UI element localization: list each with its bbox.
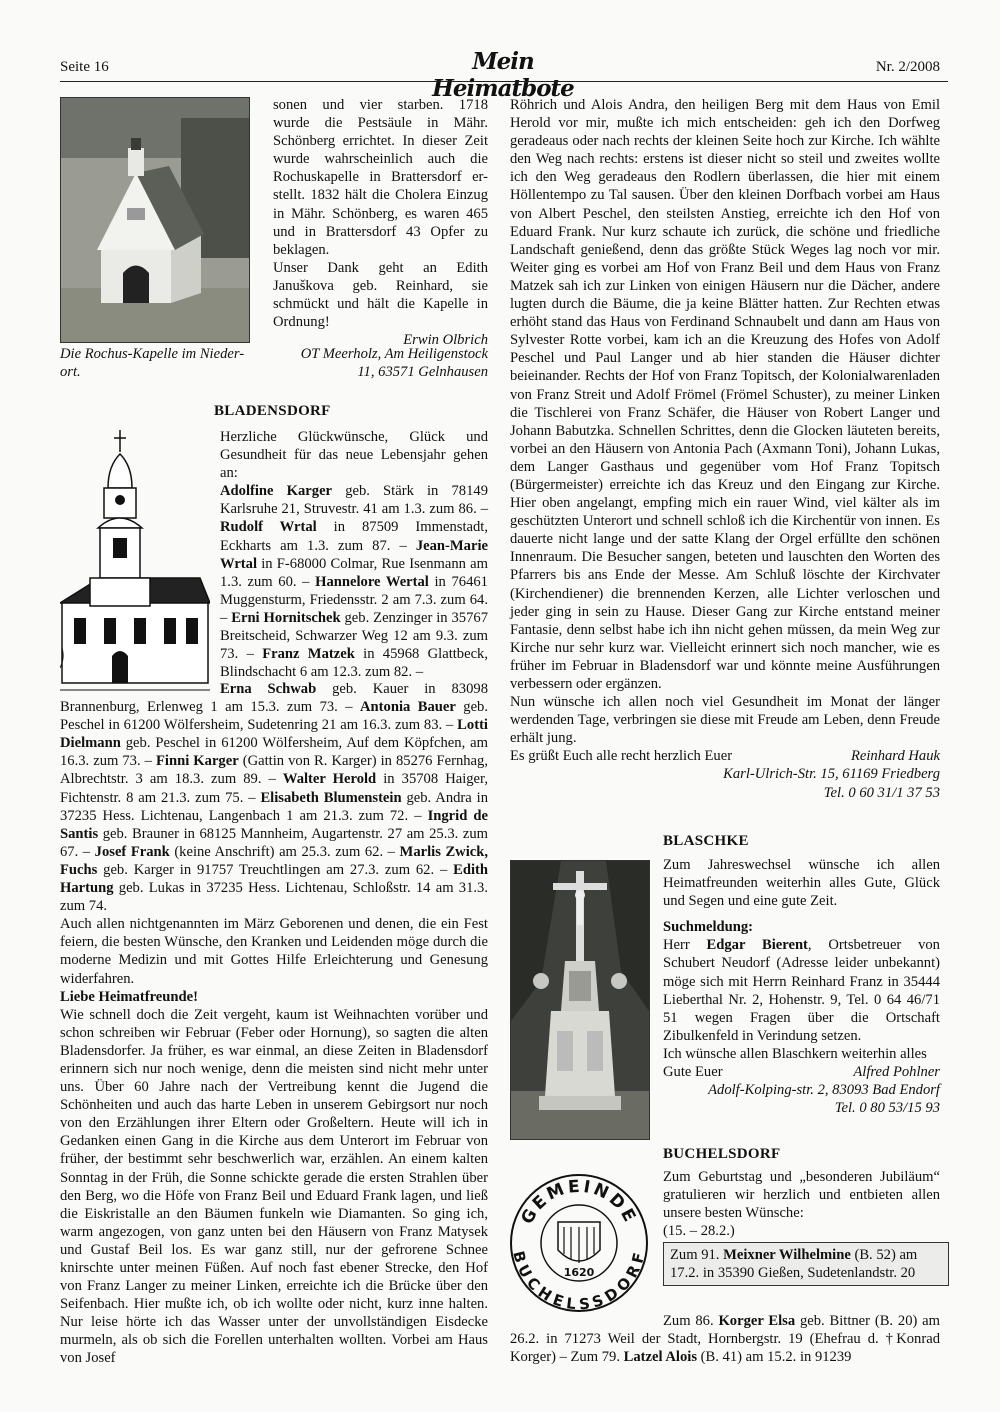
person-details: in 45968 Glattbeck, Blindschacht 6 am 12.3. zum 82. – [220,646,488,681]
person-details: geb. Stärk in 78149 Karlsruhe 21, Struvestr. 41 am 1.3. zum 86. – [220,483,488,518]
blaschke-heading: BLASCHKE [663,833,749,849]
closing-wish: Nun wünsche ich allen noch viel Gesundheit im Monat der länger werdenden Tage, verbringen sie diese mit Freude am Leben, denn Freude erhält jung. [510,694,940,747]
suchmeldung-heading: Suchmeldung: [663,919,754,936]
signature-tel: Tel. 0 60 31/1 37 53 [823,784,940,801]
also-wishes: Auch allen nichtgenannten im März Geborenen und denen, die ein Fest feiern, die besten Wünsche, den Kranken und Leidenden möge durch die moderne Medizin und mit Gottes Hilfe Erleichterung und Genesung widerfahren. [60,916,488,987]
intro-line: Unser Dank geht an Edith [273,259,488,276]
bladensdorf-continued [60,680,488,1368]
person-details: in 35708 Haiger, Fichtenstr. 8 am 21.3. zum 75. – [60,771,488,806]
intro-signature-addr1: OT Meerholz, Am Heiligenstock [300,346,488,362]
bladensdorf-intro: Herzliche Glückwünsche, Glück und Gesundheit für das neue Lebensjahr gehen an: [220,429,488,482]
buchelsdorf-list [510,1312,940,1366]
person-details: geb. Lukas in 37235 Hess. Lichtenau, Schloßstr. 14 am 31.3. zum 74. [60,880,488,915]
closing-greet [510,747,940,765]
person-details: in 76461 Muggensturm, Friedensstr. 2 am 7.3. zum 64. – [220,573,488,626]
entry-prefix: Zum 86. [663,1313,719,1329]
signature-name: Alfred Pohlner [853,1064,940,1081]
liebe-heading: Liebe Heimatfreunde! [60,988,198,1005]
intro-signature-name: Erwin Olbrich [403,332,488,349]
masthead-title: Mein Heimatbote [432,48,574,102]
intro-line: wurde die Pestsäule in Mähr. [273,115,488,132]
person-details: geb. Andra in 37235 Hess. Lichtenau, Langenbach 1 am 21.3. zum 72. – [60,789,488,824]
header-rule [60,81,948,82]
person-details: , Ortsbetreuer von Schubert Neudorf (Adresse leider unbekannt) möge sich mit Herrn Reinhard Franz in 35444 Lieberthal Nr. 2, Hohenstr. 9, Tel. 0 64 46/71 51 wegen Fragen über die Ortschaft Zibulkenfeld in Verindung setzen. [663,937,940,1044]
person-details: (B. 52) am 17.2. in 35390 Gießen, Sudetenlandstr. 20 [670,1247,918,1281]
intro-line: und in Brattersdorf 43 Opfer zu [273,223,488,240]
person-details: in 87509 Immenstadt, Eckharts am 1.3. zum 87. – [220,519,488,554]
blaschke-greet [663,1063,940,1081]
person-name: Rudolf Wrtal [220,519,317,536]
person-name: Walter Herold [282,771,377,788]
crucifix-illustration [511,861,649,1139]
buchelsdorf-intro-column [663,1168,940,1240]
buchelsdorf-seal [508,1172,650,1314]
intro-line: wurde wahrscheinlich auch die [273,151,488,168]
bladensdorf-birthdays [220,428,488,681]
blaschke-column [663,856,940,1117]
intro-line: Schönberg errichtet. In dieser Zeit [273,133,488,150]
person-name: Hannelore Wertal [315,573,429,590]
person-name: Latzel Alois [623,1349,697,1366]
person-details: geb. Peschel in 61200 Wölfersheim, Sudetenring 21 am 16.3. zum 83. – [60,699,489,734]
person-name: Franz Matzek [262,646,355,663]
story-right: Röhrich und Alois Andra, den heiligen Berg mit dem Haus von Emil Herold vor mir, mußte ich mich entscheiden: geh ich den Dorfweg geradeaus oder nach rechts der kleinen Seite hoch zur Kirche. Ich wählte den Weg nach rechts: erstens ist dieser nicht so steil und zweites wollte ich den Weg geradeaus den Rodlern überlassen, die hier mit einem Höllentempo zu Tal sausen. Über den kleinen Dorfbach vorbei am Haus von Albert Peschel, den steilsten Anstieg, erreichte ich den Hof von Eduard Frank. Nur kurz schaute ich zurück, die schöne und friedliche Landschaft genießend, denn das größte Stück Weges lag noch vor mir. Weiter ging es vorbei am Hof von Franz Beil und dem Haus von Franz Matzek sah ich zur Linken von einigen Häusern nur die Dächer, andere lugten durch die Bäume, die ja keine Blätter hatten. Zur Rechten etwas erhöht stand das Haus von Ferdinand Schnaubelt und dann am Haus von Sylvester Rotte vorbei, kam ich an die Kreuzung des Hofes von Adolf Peschel und Paul Langer und ab hier standen die Häuser dichter beieinander. Rechts der Hof von Franz Topitsch, der Kolonialwarenladen von Franz Streit und Adolf Frömel (Frömel Schuster), zu meiner Linken die Tischlerei von Franz Schäfer, die Häuser von Robert Langer und Johann Babutzka. Schnellen Schrittes, denn die Glocken läuteten bereits, vorbei an den Häusern von Antonia Pach (Axmann Toni), Johann Lukas, dem Langer Gasthaus und gegenüber vom Hof Franz Topitsch (Bürgermeister) erreichte ich das Kreuz und den Eingang zur Kirche. Hier oben angelangt, empfing mich ein rauer Wind, viel kälter als im geschützten Unterort und schnell schloß ich die Kirchentür von innen. Es dauerte nicht lange und der satte Klang der Orgel erfüllte den schönen Innenraum. Die Besucher sangen, beteten und lauschten den Worten des Pfarrers bis ans Ende der Messe. Am Schluß löschte der Kirchvater (Kirchendiener) die brennenden Kerzen, alle Lichter verloschen und jeder ging in sein zu Hause. Dieser Gang zur Kirche entstand meiner Fantasie, denn selbst habe ich ihn nicht gehen müssen, da mein Weg zur Kirche nur sehr kurz war. Vielleicht erinnert sich noch mancher, wie es früher im Februar in Bladensdorf war und könnte meine Ausführungen verbessern oder ergänzen. [510,97,940,692]
intro-line: Januškova geb. Reinhard, sie [273,277,488,294]
intro-column [273,96,488,349]
highlight-box [663,1242,949,1286]
chapel-photo [60,97,250,343]
intro-line: sonen und vier starben. 1718 [273,97,488,113]
person-name: Josef Frank [94,843,170,860]
person-name: Ingrid de Santis [60,807,488,842]
greet-text: Es grüßt Euch alle recht herzlich Euer [510,748,733,765]
crucifix-photo [510,860,650,1140]
person-details: (B. 41) am 15.2. in 91239 [697,1349,852,1366]
gute-text: Gute Euer [663,1064,723,1081]
intro-line: stellt. 1832 hält die Cholera Einzug [273,187,488,204]
blaschke-wish: Ich wünsche allen Blaschkern weiterhin alles [663,1045,927,1062]
buchelsdorf-heading: BUCHELSDORF [663,1146,781,1162]
person-details: geb. Karger in 91757 Treuchtlingen am 27.3. zum 62. – [97,861,448,878]
person-details: geb. Brauner in 68125 Mannheim, Augartenstr. 27 am 25.3. zum 67. – [60,825,488,860]
person-details: geb. Zenzinger in 35767 Breitscheid, Schwarzer Weg 12 am 9.3. zum 73. – [220,609,488,663]
person-name: Edith Hartung [60,861,488,897]
person-name: Adolfine Karger [220,483,333,500]
intro-line: Rochuskapelle in Brattersdorf er- [273,169,488,186]
blaschke-intro: Zum Jahreswechsel wünsche ich allen Heimatfreunden weiterhin alles Gute, Glück und Segen und eine gute Zeit. [663,857,940,910]
person-details: (keine Anschrift) am 25.3. zum 62. – [169,843,395,860]
birthday-list-bottom [60,680,488,915]
person-name: Korger Elsa [718,1313,796,1329]
person-name: Marlis Zwick, Fuchs [60,843,489,878]
signature-name: Reinhard Hauk [850,748,940,765]
intro-signature-address [273,345,488,381]
svg-text:GEMEINDE [517,1177,640,1228]
signature-address: Adolf-Kolping-str. 2, 83093 Bad Endorf [708,1082,940,1099]
buchelsdorf-range: (15. – 28.2.) [663,1223,735,1240]
person-name: Lotti Dielmann [60,717,488,752]
intro-line: schmückt und hält die Kapelle in [273,296,488,313]
page-number: Seite 16 [60,59,109,75]
herr-prefix: Herr [663,937,707,954]
person-details: geb. Kauer in 83098 Brannenburg, Erlenweg 1 am 15.3. zum 73. – [60,681,488,716]
buchelsdorf-intro: Zum Geburtstag und „besonderen Jubiläum“ gratulieren wir herzlich und entbieten allen unsere besten Wünsche: [663,1169,940,1222]
intro-line: beklagen. [273,241,330,258]
person-details: geb. Peschel in 61200 Wölfersheim, Auf dem Köpfchen, am 16.3. zum 73. – [60,735,488,770]
person-name: Erni Hornitschek [231,609,341,626]
person-name: Finni Karger [156,753,239,770]
church-illustration [60,428,210,698]
person-name: Meixner Wilhelmine [723,1247,851,1263]
birthday-list-top [220,482,488,681]
story-right-column [510,96,940,802]
signature-address: Karl-Ulrich-Str. 15, 61169 Friedberg [723,766,940,783]
person-name: Erna Schwab [220,681,317,697]
person-details: geb. Bittner (B. 20) am 26.2. in 71273 Weil der Stadt, Hornbergstr. 19 (Ehefrau d. †Konrad Korger) – Zum 79. [510,1313,940,1366]
person-name: Antonia Bauer [360,699,456,716]
seal-top-text: GEMEINDE [517,1176,641,1228]
buchelsdorf-entries [510,1312,940,1366]
intro-signature-addr2: 11, 63571 Gelnhausen [357,364,488,381]
person-name: Jean-Marie Wrtal [220,537,488,572]
seal-bottom-text: BUCHELSSDORF [509,1249,649,1314]
box-prefix: Zum 91. [670,1247,724,1263]
person-name: Edgar Bierent [706,937,808,954]
suchmeldung-text [663,936,940,1045]
person-details: in F-68000 Colmar, Rue Isenmann am 1.3. zum 60. – [220,555,488,590]
intro-line: Ordnung! [273,314,330,331]
chapel-illustration [61,98,249,342]
signature-tel: Tel. 0 80 53/15 93 [834,1100,940,1117]
chapel-caption: Die Rochus-Kapelle im Nieder-ort. [60,346,245,380]
issue-number: Nr. 2/2008 [875,59,940,75]
church-drawing [60,428,210,698]
bladensdorf-heading: BLADENSDORF [214,403,331,419]
seal-year: 1620 [563,1266,595,1279]
seal-illustration [508,1172,650,1314]
person-details: (Gattin von R. Karger) in 85276 Fernhag, Albrechtstr. 3 am 18.3. zum 89. – [60,753,488,788]
intro-line: in Mähr. Schönberg, es waren 465 [273,205,488,222]
person-name: Elisabeth Blumenstein [260,789,402,806]
story-left: Wie schnell doch die Zeit vergeht, kaum ist Weihnachten vorüber und schon schreiben wir Februar (Feber oder Hornung), so sagten die alten Bladensdorfer. Ja früher, es war einmal, an diese Zeiten in Bladensdorf erinnern sich nur noch wenige, denn die meisten sind nicht mehr unter uns. Über 60 Jahre nach der Vertreibung kennt die Jugend die Schönheiten und auch das harte Leben in unserem Gebirgsort nur noch von den Erzählungen ihrer Eltern oder Großeltern. Heute will ich in Gedanken einen Gang in die Kirche aus dem Unterort im Februar von früher, der bestimmt sehr beschwerlich war, erzählen. An einem kalten Sonntag in der Früh, die Sonne schickte gerade die ersten Strahlen über den Berg, wo die Höfe von Franz Beil und Eduard Frank lagen, und ließ die Eiskristalle an den Bäumen funkeln wie Diamanten. So ging ich, warm angezogen, von ganz unten bei den Häusern von Franz Matysek und Gustaf Beil los. Es war ganz still, nur der gefrorene Schnee knirschte unter meinen Füßen. Auf noch fast ebener Strecke, den Hof von Franz Langer zu meiner Linken, erreichte ich die Brücke über den Seifenbach. Hier mußte ich, ob ich wollte oder nicht, kurz inne halten. Nur leise hörte ich das Wasser unter der unvollständigen Eisdecke murmeln, als ob sich die Forellen unterhalten wollten. Vorbei am Haus von Josef [60,1006,488,1367]
